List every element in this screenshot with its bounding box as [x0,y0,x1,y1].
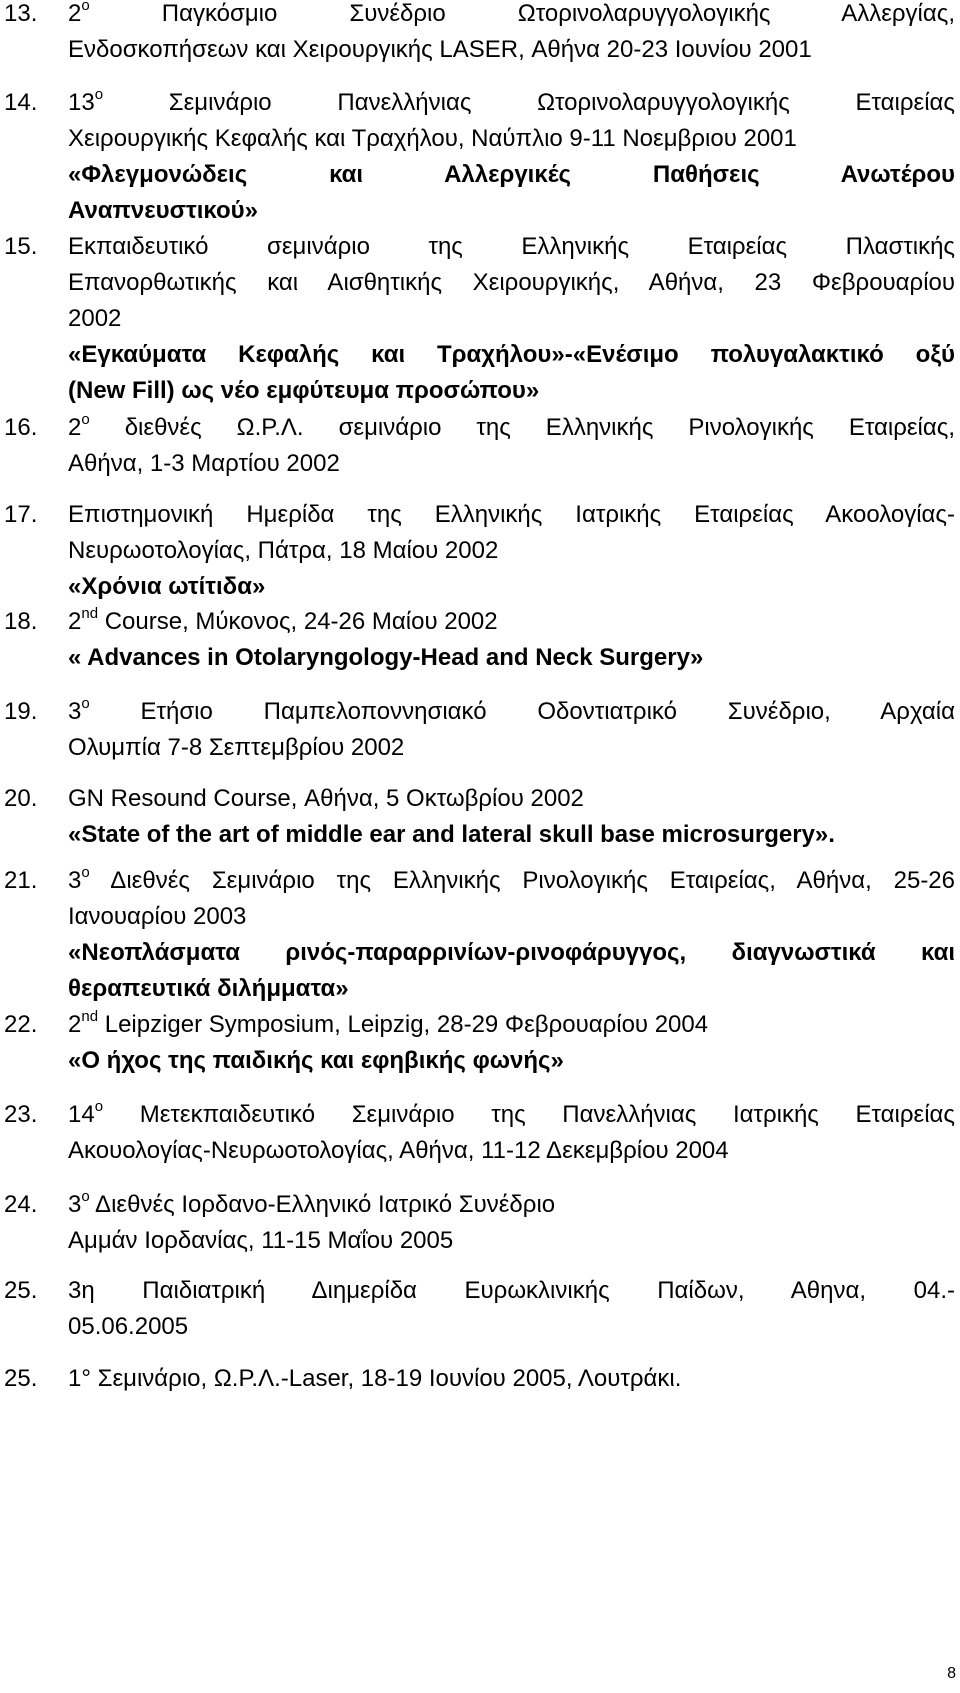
item-line: Ιανουαρίου 2003 [68,903,247,930]
item-line: Χειρουργικής Κεφαλής και Τραχήλου, Ναύπλιο 9-11 Νοεμβριου 2001 [68,125,797,152]
list-item [0,1187,958,1259]
item-title-line: « Advances in Otolaryngology-Head and Neck Surgery» [68,644,704,671]
item-title-line: Αναπνευστικού» [68,197,258,224]
list-item [0,604,958,676]
list-item [0,410,958,482]
item-title-line: θεραπευτικά διλήμματα» [68,975,349,1002]
item-line: $2^o$ Παγκόσμιο Συνέδριο Ωτορινολαρυγγολογικής Αλλεργίας, [68,0,955,27]
item-line: $13^o$ Σεμινάριο Πανελλήνιας Ωτορινολαρυγγολογικής Εταιρείας [68,86,955,116]
item-line: 1° Σεμινάριο, Ω.Ρ.Λ.-Laser, 18-19 Ιουνίου 2005, Λουτράκι. [68,1365,682,1392]
list-item [0,1361,958,1397]
item-title-line: «Ο ήχος της παιδικής και εφηβικής φωνής» [68,1047,564,1074]
item-number: 24. [4,1191,38,1218]
item-number: 21. [4,867,38,894]
item-line: $2^o$ διεθνές Ω.Ρ.Λ. σεμινάριο της Ελληνικής Ρινολογικής Εταιρείας, [68,411,955,441]
item-number: 16. [4,414,38,441]
list-item [0,1097,958,1169]
item-line: Ακουολογίας-Νευρωοτολογίας, Αθήνα, 11-12 Δεκεμβρίου 2004 [68,1137,729,1164]
item-line: Επιστημονική Ημερίδα της Ελληνικής Ιατρικής Εταιρείας Ακοολογίας- [68,501,955,528]
item-line: Εκπαιδευτικό σεμινάριο της Ελληνικής Εταιρείας Πλαστικής [68,233,955,260]
item-number: 14. [4,89,38,116]
item-number: 15. [4,233,38,260]
list-item [0,0,958,68]
item-line: Ενδοσκοπήσεων και Χειρουργικής LASER, Αθήνα 20-23 Ιουνίου 2001 [68,36,812,63]
item-line: 05.06.2005 [68,1313,189,1340]
item-number: 25. [4,1365,38,1392]
item-title-line: (New Fill) ως νέο εμφύτευμα προσώπου» [68,377,540,404]
item-line: GN Resound Course, Αθήνα, 5 Οκτωβρίου 2002 [68,785,584,812]
item-line: 3η Παιδιατρική Διημερίδα Ευρωκλινικής Παίδων, Αθηνα, 04.- [68,1277,955,1304]
item-title-line: «Φλεγμονώδεις και Αλλεργικές Παθήσεις Ανωτέρου [68,161,955,188]
list-item [0,694,958,766]
list-item [0,863,958,1007]
item-number: 23. [4,1101,38,1128]
item-number: 20. [4,785,38,812]
item-line: $3^o$ Ετήσιο Παμπελοποννησιακό Οδοντιατρικό Συνέδριο, Αρχαία [68,695,955,725]
list-item [0,781,958,853]
item-number: 18. [4,608,38,635]
item-line: Επανορθωτικής και Αισθητικής Χειρουργικής, Αθήνα, 23 Φεβρουαρίου [68,269,955,296]
list-item [0,497,958,605]
item-number: 17. [4,501,38,528]
item-line: Νευρωοτολογίας, Πάτρα, 18 Μαίου 2002 [68,537,499,564]
item-line: $3^o$ Διεθνές Ιορδανο-Ελληνικό Ιατρικό Συνέδριο [68,1188,556,1218]
item-title-line: «State of the art of middle ear and lateral skull base microsurgery». [68,821,835,848]
page-number: 8 [947,1665,956,1682]
item-line: 2002 [68,305,122,332]
item-number: 13. [4,0,38,27]
item-title-line: «Χρόνια ωτίτιδα» [68,573,266,600]
item-line: Αμμάν Ιορδανίας, 11-15 Μαΐου 2005 [68,1227,454,1254]
list-item [0,85,958,229]
item-line: $3^o$ Διεθνές Σεμινάριο της Ελληνικής Ρινολογικής Εταιρείας, Αθήνα, 25-26 [68,864,956,894]
item-number: 19. [4,698,38,725]
item-number: 22. [4,1011,38,1038]
item-line: Ολυμπία 7-8 Σεπτεμβρίου 2002 [68,734,405,761]
list-item [0,229,958,409]
item-title-line: «Νεοπλάσματα ρινός-παραρρινίων-ρινοφάρυγγος, διαγνωστικά και [68,939,955,966]
item-line: Αθήνα, 1-3 Μαρτίου 2002 [68,450,340,477]
item-line: $14^o$ Μετεκπαιδευτικό Σεμινάριο της Πανελλήνιας Ιατρικής Εταιρείας [68,1098,955,1128]
item-number: 25. [4,1277,38,1304]
list-item [0,1007,958,1079]
item-line: 2nd Course, Μύκονος, 24-26 Μαίου 2002 [68,605,498,635]
item-line: 2nd Leipziger Symposium, Leipzig, 28-29 Φεβρουαρίου 2004 [68,1008,709,1038]
list-item [0,1273,958,1345]
item-title-line: «Εγκαύματα Κεφαλής και Τραχήλου»-«Ενέσιμο πολυγαλακτικό οξύ [68,341,955,368]
